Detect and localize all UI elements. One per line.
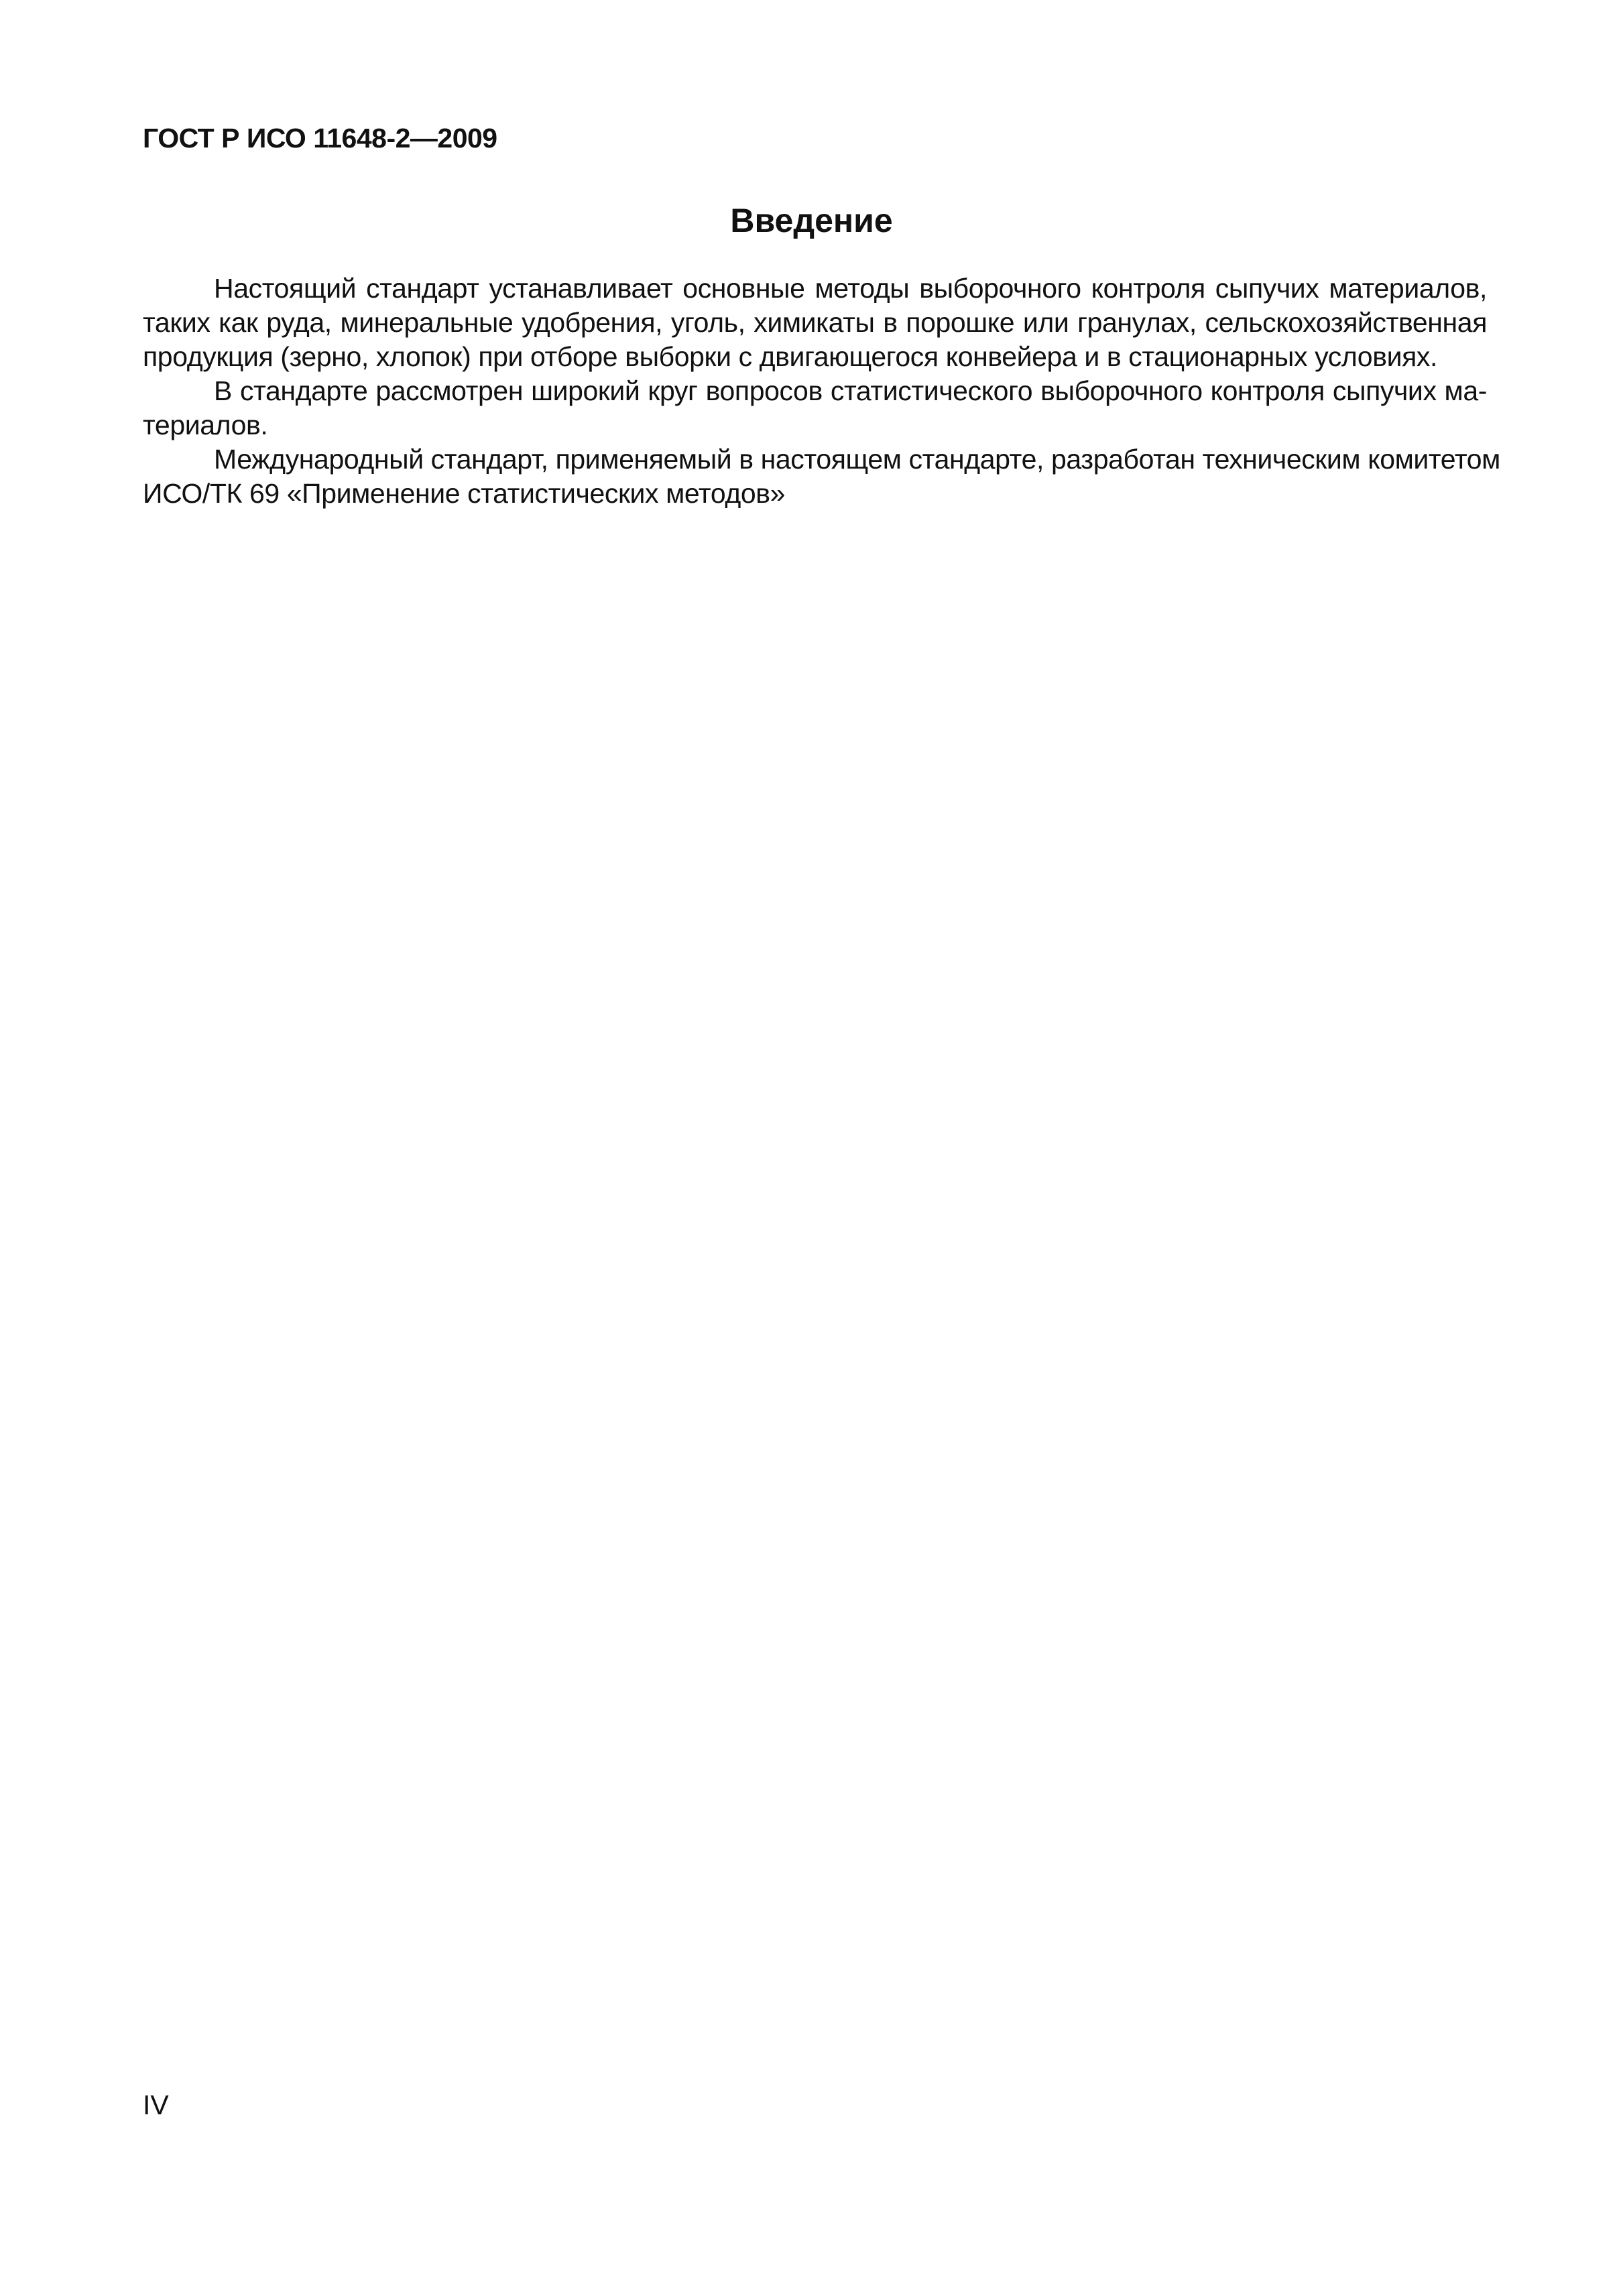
body-text bbox=[143, 271, 1500, 511]
paragraph-line: продукция (зерно, хлопок) при отборе выборки с двигающегося конвейера и в стационарных условиях. bbox=[143, 341, 1437, 372]
paragraph-coverage bbox=[143, 374, 1487, 442]
section-title: Введение bbox=[730, 202, 893, 239]
page-number: IV bbox=[143, 2090, 169, 2120]
paragraph-line: териалов. bbox=[143, 410, 268, 440]
paragraph-line: Настоящий стандарт устанавливает основные методы выборочного контроля сыпучих материалов, bbox=[214, 273, 1487, 304]
paragraph-line: таких как руда, минеральные удобрения, уголь, химикаты в порошке или гранулах, сельскохозяйственная bbox=[143, 307, 1487, 338]
paragraph-international-standard bbox=[143, 442, 1500, 511]
paragraph-line: Международный стандарт, применяемый в настоящем стандарте, разработан техническим комитетом bbox=[214, 444, 1500, 475]
document-code-header: ГОСТ Р ИСО 11648-2—2009 bbox=[143, 123, 497, 154]
paragraph-line: ИСО/ТК 69 «Применение статистических методов» bbox=[143, 478, 786, 509]
paragraph-scope bbox=[143, 271, 1487, 374]
paragraph-line: В стандарте рассмотрен широкий круг вопросов статистического выборочного контроля сыпучих ма- bbox=[214, 375, 1487, 406]
